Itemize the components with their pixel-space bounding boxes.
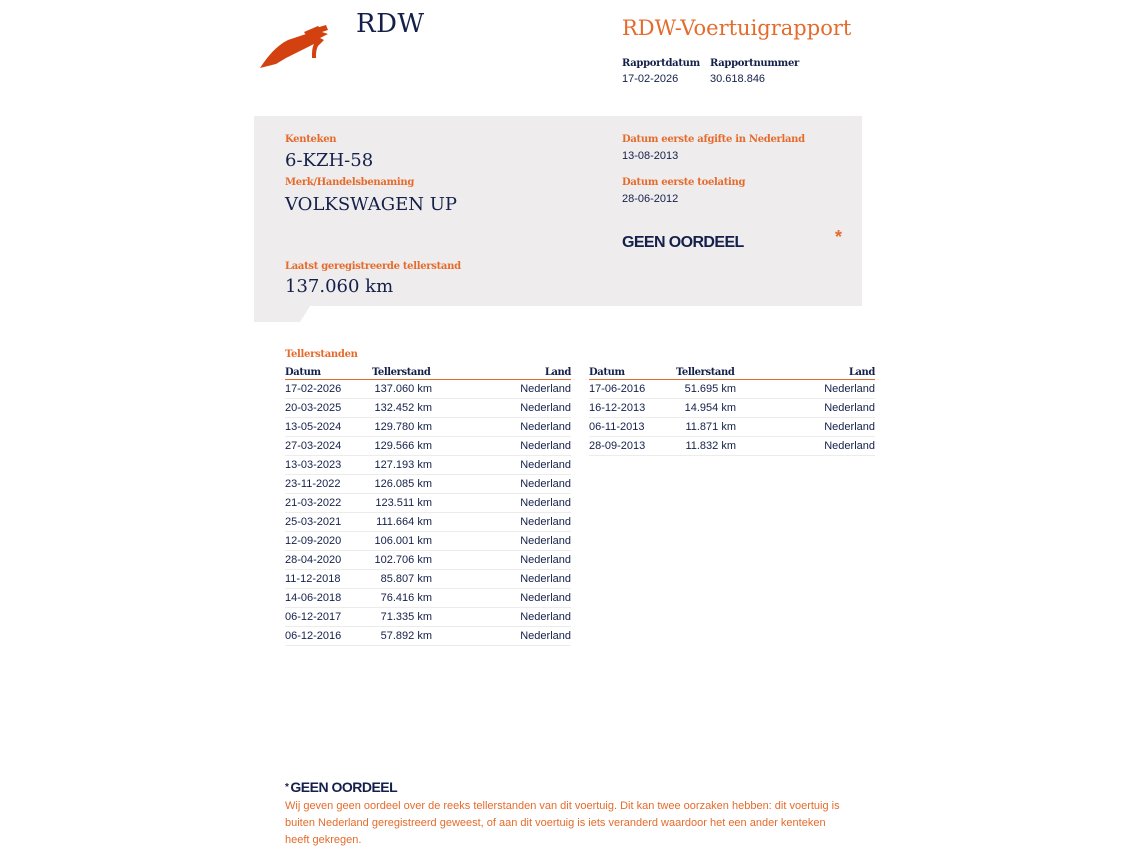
cell-land: Nederland xyxy=(520,439,571,452)
footnote-title xyxy=(285,779,397,796)
rapportdatum-value: 17-02-2026 xyxy=(622,73,679,85)
cell-tellerstand: 71.335 km xyxy=(380,610,432,623)
cell-tellerstand: 14.954 km xyxy=(684,401,736,414)
merk-value: VOLKSWAGEN UP xyxy=(285,194,458,215)
cell-tellerstand: 11.871 km xyxy=(685,420,736,433)
cell-datum: 12-09-2020 xyxy=(285,534,342,547)
table-row xyxy=(589,380,875,399)
cell-datum: 06-12-2016 xyxy=(285,629,342,642)
kenteken-label: Kenteken xyxy=(285,134,337,145)
report-title: RDW-Voertuigrapport xyxy=(622,16,852,40)
cell-tellerstand: 129.780 km xyxy=(374,420,432,433)
brand-name: RDW xyxy=(356,9,425,39)
tellerstanden-table-left xyxy=(285,366,571,646)
table-row xyxy=(285,570,571,589)
cell-land: Nederland xyxy=(520,401,571,414)
cell-datum: 06-11-2013 xyxy=(589,420,645,433)
rapportnummer-value: 30.618.846 xyxy=(710,73,766,85)
table-row xyxy=(285,532,571,551)
cell-datum: 25-03-2021 xyxy=(285,515,342,528)
cell-tellerstand: 76.416 km xyxy=(380,591,432,604)
cell-tellerstand: 132.452 km xyxy=(374,401,432,414)
merk-label: Merk/Handelsbenaming xyxy=(285,177,415,188)
cell-tellerstand: 126.085 km xyxy=(374,477,432,490)
table-header xyxy=(285,366,571,380)
cell-land: Nederland xyxy=(520,382,571,395)
cell-datum: 17-02-2026 xyxy=(285,382,342,395)
rdw-logo-icon xyxy=(258,22,334,70)
cell-land: Nederland xyxy=(520,496,571,509)
table-row xyxy=(589,399,875,418)
column-header-tellerstand: Tellerstand xyxy=(372,366,431,378)
table-row xyxy=(285,494,571,513)
cell-land: Nederland xyxy=(824,401,875,414)
cell-land: Nederland xyxy=(520,458,571,471)
cell-datum: 20-03-2025 xyxy=(285,401,342,414)
table-row xyxy=(285,475,571,494)
cell-datum: 16-12-2013 xyxy=(589,401,646,414)
rapportnummer-label: Rapportnummer xyxy=(710,58,799,69)
column-header-land: Land xyxy=(848,366,875,378)
verdict-status: GEEN OORDEEL xyxy=(622,234,744,251)
cell-land: Nederland xyxy=(520,420,571,433)
table-row xyxy=(589,418,875,437)
cell-tellerstand: 137.060 km xyxy=(374,382,432,395)
cell-tellerstand: 11.832 km xyxy=(685,439,736,452)
cell-datum: 13-05-2024 xyxy=(285,420,342,433)
cell-datum: 23-11-2022 xyxy=(285,477,341,490)
table-row xyxy=(285,551,571,570)
cell-land: Nederland xyxy=(520,610,571,623)
cell-datum: 21-03-2022 xyxy=(285,496,342,509)
table-header xyxy=(589,366,875,380)
tellerstanden-title: Tellerstanden xyxy=(285,349,358,360)
column-header-datum: Datum xyxy=(285,366,321,378)
cell-datum: 13-03-2023 xyxy=(285,458,342,471)
column-header-datum: Datum xyxy=(589,366,625,378)
rapportdatum-label: Rapportdatum xyxy=(622,58,700,69)
column-header-land: Land xyxy=(544,366,571,378)
table-row xyxy=(285,418,571,437)
cell-tellerstand: 123.511 km xyxy=(375,496,432,509)
table-row xyxy=(285,437,571,456)
cell-land: Nederland xyxy=(520,572,571,585)
cell-land: Nederland xyxy=(520,515,571,528)
table-row xyxy=(285,456,571,475)
footnote-text: Wij geven geen oordeel over de reeks tellerstanden van dit voertuig. Dit kan twee oorzaken hebben: dit voertuig is buiten Nederland geregistreerd geweest, of aan dit voertuig is iets veranderd waardoor het een ander kenteken heeft gekregen. xyxy=(285,800,840,846)
cell-land: Nederland xyxy=(824,439,875,452)
column-header-tellerstand: Tellerstand xyxy=(676,366,735,378)
table-row xyxy=(285,513,571,532)
cell-tellerstand: 57.892 km xyxy=(380,629,432,642)
footnote-title-text: GEEN OORDEEL xyxy=(290,779,398,795)
kenteken-value: 6-KZH-58 xyxy=(285,150,374,171)
cell-datum: 06-12-2017 xyxy=(285,610,342,623)
cell-tellerstand: 51.695 km xyxy=(684,382,736,395)
table-row xyxy=(589,437,875,456)
table-row xyxy=(285,380,571,399)
cell-datum: 11-12-2018 xyxy=(285,572,341,585)
table-row xyxy=(285,608,571,627)
laatste-tellerstand-label: Laatst geregistreerde tellerstand xyxy=(285,261,461,272)
cell-tellerstand: 127.193 km xyxy=(374,458,432,471)
cell-land: Nederland xyxy=(520,629,571,642)
cell-land: Nederland xyxy=(824,382,875,395)
cell-datum: 17-06-2016 xyxy=(589,382,646,395)
laatste-tellerstand-value: 137.060 km xyxy=(285,276,394,297)
eerste-afgifte-label: Datum eerste afgifte in Nederland xyxy=(622,134,805,145)
cell-tellerstand: 111.664 km xyxy=(376,515,432,528)
table-row xyxy=(285,589,571,608)
cell-datum: 27-03-2024 xyxy=(285,439,342,452)
cell-tellerstand: 106.001 km xyxy=(374,534,432,547)
verdict-footnote-marker: * xyxy=(835,227,843,247)
cell-land: Nederland xyxy=(520,553,571,566)
footnote-marker: * xyxy=(285,782,289,793)
tellerstanden-table-right xyxy=(589,366,875,456)
cell-tellerstand: 129.566 km xyxy=(374,439,432,452)
eerste-toelating-label: Datum eerste toelating xyxy=(622,177,746,188)
eerste-afgifte-value: 13-08-2013 xyxy=(622,150,679,162)
cell-datum: 28-04-2020 xyxy=(285,553,342,566)
cell-land: Nederland xyxy=(520,477,571,490)
cell-land: Nederland xyxy=(520,534,571,547)
cell-tellerstand: 85.807 km xyxy=(380,572,432,585)
cell-land: Nederland xyxy=(824,420,875,433)
table-row xyxy=(285,627,571,646)
cell-datum: 14-06-2018 xyxy=(285,591,342,604)
eerste-toelating-value: 28-06-2012 xyxy=(622,193,679,205)
cell-tellerstand: 102.706 km xyxy=(374,553,432,566)
table-row xyxy=(285,399,571,418)
cell-land: Nederland xyxy=(520,591,571,604)
cell-datum: 28-09-2013 xyxy=(589,439,646,452)
